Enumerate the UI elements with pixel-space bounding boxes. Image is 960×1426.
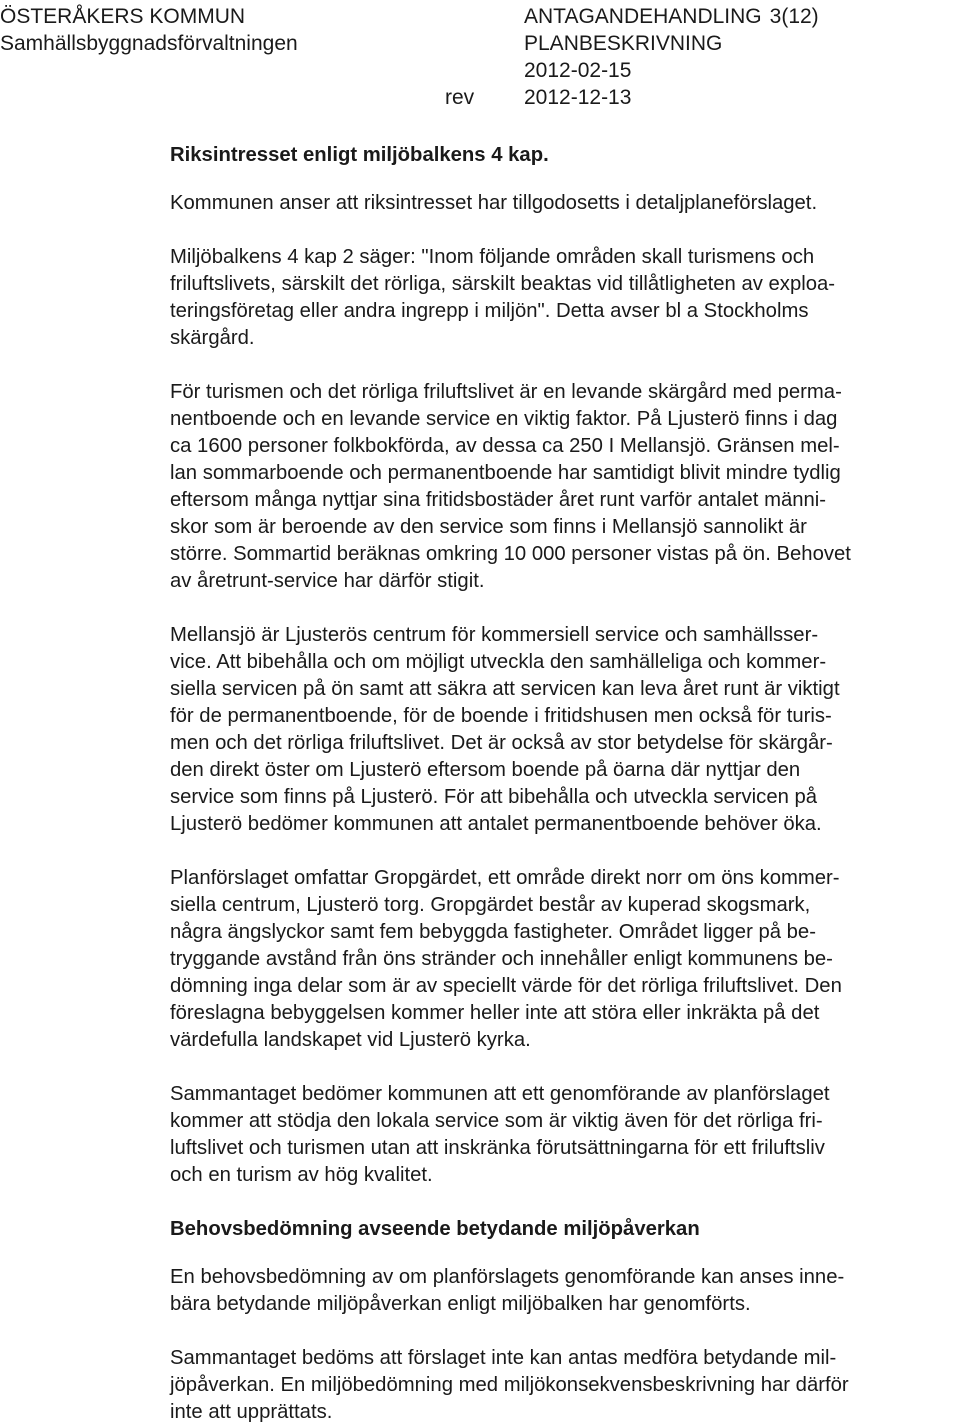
document-body	[170, 142, 960, 1426]
section-heading-behovsbedomning: Behovsbedömning avseende betydande miljöpåverkan	[170, 1218, 700, 1240]
paragraph: Kommunen anser att riksintresset har tillgodosetts i detaljplaneförslaget.	[170, 192, 818, 214]
paragraph: För turismen och det rörliga friluftslivet är en levande skärgård med perma- nentboende och en levande service en viktig faktor. På Ljusterö finns i dag ca 1600 personer folkbokförda, av dessa ca 250 I Mellansjö. Gränsen mel- lan sommarboende och permanentboende har samtidigt blivit mindre tydlig eftersom många nyttjar sina fritidsbostäder året runt varför antalet männi- skor som är beroende av den service som finns i Mellansjö sannolikt är större. Sommartid beräknas omkring 10 000 personer vistas på ön. Behovet av åretrunt-service har därför stigit.	[170, 381, 851, 592]
document-status: ANTAGANDEHANDLING	[524, 5, 762, 28]
revision-date: 2012-12-13	[524, 86, 632, 109]
department-name: Samhällsbyggnadsförvaltningen	[0, 32, 298, 55]
page-number: 3(12)	[769, 5, 819, 28]
document-status-line	[524, 3, 819, 30]
paragraph: Sammantaget bedömer kommunen att ett genomförande av planförslaget kommer att stödja den lokala service som är viktig även för det rörliga fri- luftslivet och turismen utan att inskränka förutsättningarna för ett friluftsliv och en turism av hög kvalitet.	[170, 1083, 830, 1186]
section-heading-riksintresset: Riksintresset enligt miljöbalkens 4 kap.	[170, 144, 549, 166]
paragraph: Sammantaget bedöms att förslaget inte kan antas medföra betydande mil- jöpåverkan. En miljöbedömning med miljökonsekvensbeskrivning har därför inte att upprättats.	[170, 1347, 849, 1423]
document-date: 2012-02-15	[524, 59, 632, 82]
paragraph: Mellansjö är Ljusterös centrum för kommersiell service och samhällsser- vice. Att bibehålla och om möjligt utveckla den samhälleliga och kommer- siella servicen på ön samt att säkra att servicen kan leva året runt är viktigt för de permanentboende, för de boende i fritidshusen men också för turis- men och det rörliga friluftslivet. Det är också av stor betydelse för skärgår- den direkt öster om Ljusterö eftersom boende på öarna där nyttjar den service som finns på Ljusterö. För att bibehålla och utveckla servicen på Ljusterö bedömer kommunen att antalet permanentboende behöver öka.	[170, 624, 840, 835]
paragraph: Planförslaget omfattar Gropgärdet, ett område direkt norr om öns kommer- siella centrum, Ljusterö torg. Gropgärdet består av kuperad skogsmark, några ängslyckor samt fem bebyggda fastigheter. Området ligger på be- tryggande avstånd från öns stränder och innehåller enligt kommunens be- dömning inga delar som är av speciellt värde för det rörliga friluftslivet. Den föreslagna bebyggelsen kommer heller inte att störa eller inkräkta på det värdefulla landskapet vid Ljusterö kyrka.	[170, 867, 842, 1051]
org-name: ÖSTERÅKERS KOMMUN	[0, 5, 246, 28]
header-right	[524, 3, 819, 111]
header-left	[0, 3, 298, 57]
revision-label: rev	[445, 86, 475, 109]
paragraph: Miljöbalkens 4 kap 2 säger: "Inom följande områden skall turismens och friluftslivets, särskilt det rörliga, särskilt beaktas vid tillåtligheten av exploa- teringsföretag eller andra ingrepp i miljön". Detta avser bl a Stockholms skärgård.	[170, 246, 836, 349]
document-type: PLANBESKRIVNING	[524, 32, 723, 55]
paragraph: En behovsbedömning av om planförslagets genomförande kan anses inne- bära betydande miljöpåverkan enligt miljöbalken har genomförts.	[170, 1266, 845, 1315]
